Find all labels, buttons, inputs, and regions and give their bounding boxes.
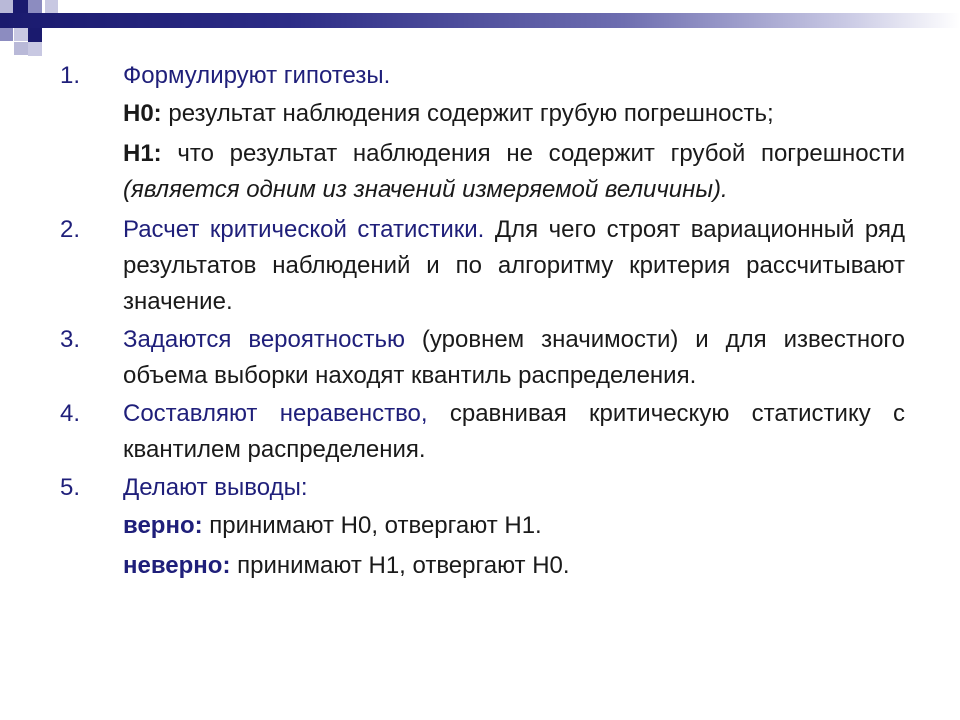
- step-text: (уровнем значимости) и для известного объема выборки находят квантиль распределения.: [123, 326, 905, 389]
- h1-text: что результат наблюдения не содержит грубой погрешности: [161, 140, 905, 167]
- h1-italic-note: (является одним из значений измеряемой величины).: [123, 176, 728, 203]
- step-title: Составляют неравенство,: [123, 400, 428, 427]
- step-text: Для чего строят вариационный ряд результатов наблюдений и по алгоритму критерия рассчитывают значение.: [123, 216, 905, 315]
- hypothesis-h1: [123, 136, 905, 208]
- decor-square: [28, 42, 42, 56]
- h0-text: результат наблюдения содержит грубую погрешность;: [161, 100, 774, 127]
- step-3: [60, 322, 905, 394]
- right-text: принимают Н0, отвергают Н1.: [202, 512, 542, 539]
- header-gradient-bar: [0, 13, 960, 28]
- step-text: сравнивая критическую статистику с квантилем распределения.: [123, 400, 905, 463]
- step-number: 1.: [60, 62, 81, 89]
- step-4: [60, 396, 905, 468]
- step-title: Расчет критической статистики.: [123, 216, 485, 243]
- slide-content: [60, 58, 905, 588]
- hypothesis-h0: [123, 96, 905, 132]
- decor-square: [14, 28, 28, 41]
- wrong-label: неверно:: [123, 552, 231, 579]
- step-number: 2.: [60, 216, 81, 243]
- conclusion-right: [123, 508, 905, 544]
- h0-label: Н0:: [123, 100, 162, 127]
- step-number: 3.: [60, 326, 81, 353]
- step-1: [60, 58, 905, 94]
- decor-square: [0, 0, 13, 13]
- decor-square: [28, 28, 42, 42]
- step-number: 5.: [60, 474, 81, 501]
- decor-square: [14, 42, 28, 55]
- decor-square: [13, 0, 28, 13]
- decor-square: [45, 0, 58, 13]
- decor-square: [28, 0, 42, 13]
- conclusion-wrong: [123, 548, 905, 584]
- right-label: верно:: [123, 512, 203, 539]
- h1-label: Н1:: [123, 140, 162, 167]
- step-title: Формулируют гипотезы.: [123, 62, 391, 89]
- step-title: Задаются вероятностью: [123, 326, 405, 353]
- wrong-text: принимают Н1, отвергают Н0.: [230, 552, 570, 579]
- step-5: [60, 470, 905, 506]
- decor-square: [0, 28, 13, 41]
- step-number: 4.: [60, 400, 81, 427]
- step-title: Делают выводы:: [123, 474, 308, 501]
- step-2: [60, 212, 905, 320]
